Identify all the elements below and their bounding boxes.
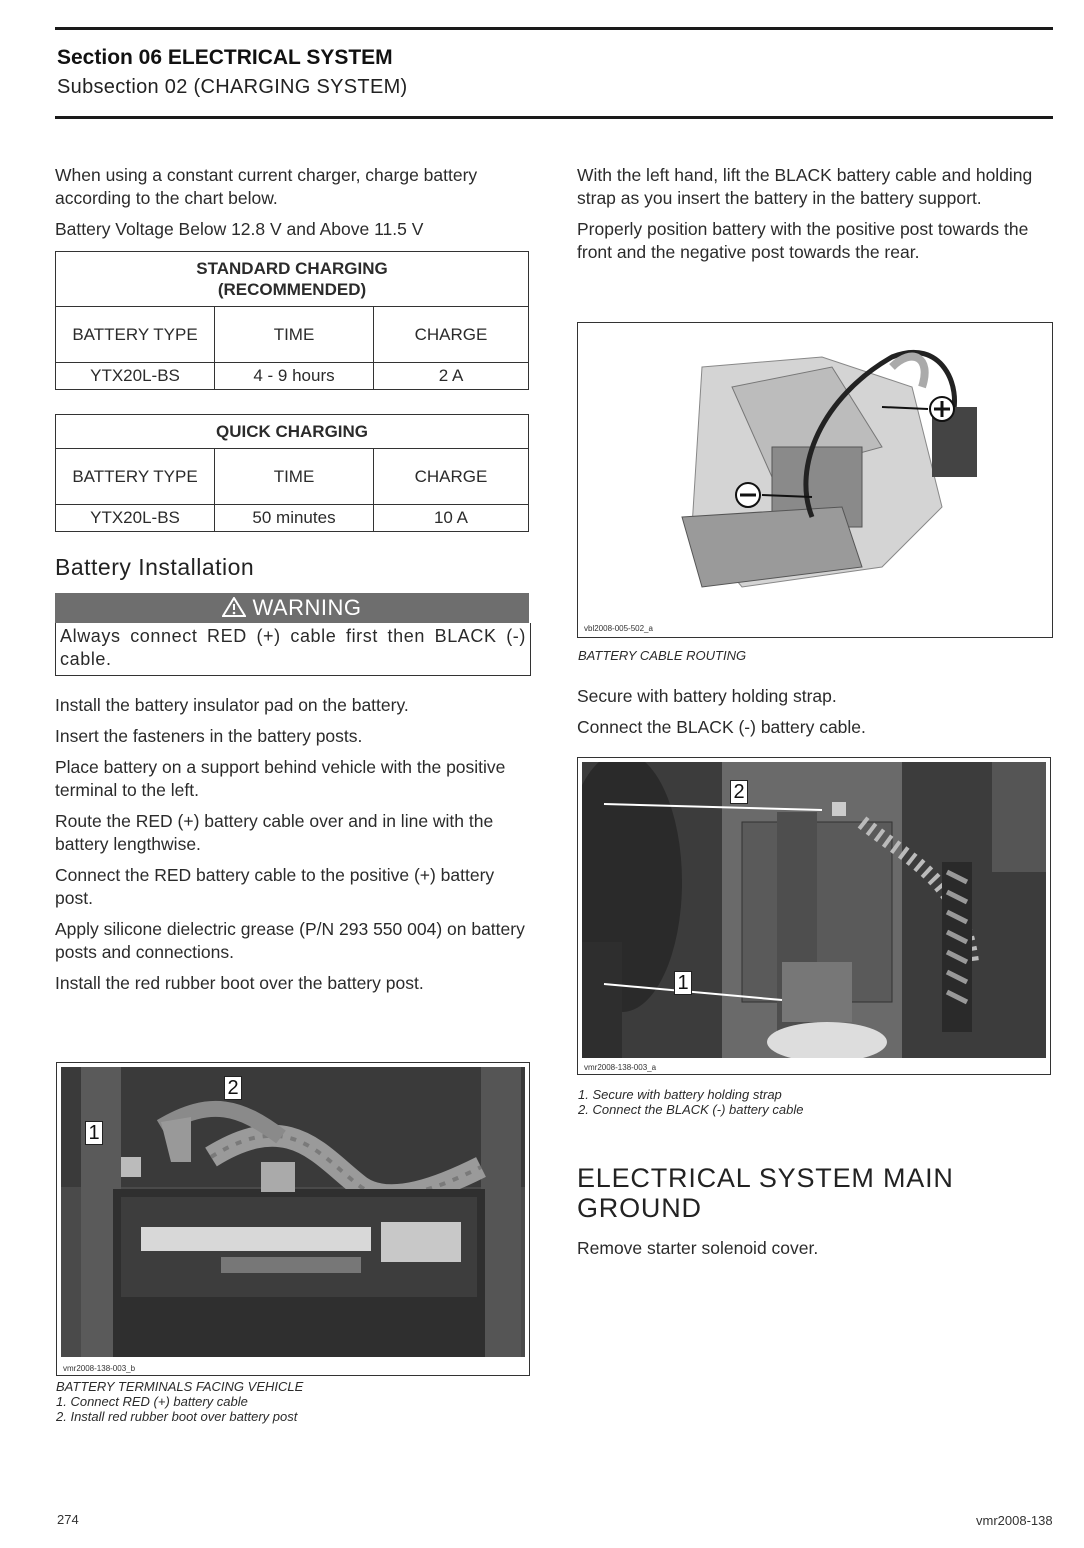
holding-strap-photo xyxy=(577,757,1051,1075)
position-battery-paragraph: Properly position battery with the positive post towards the front and the negative post towards the rear. xyxy=(577,219,1029,262)
step-paragraph: Place battery on a support behind vehicle with the positive terminal to the left. xyxy=(55,757,506,800)
step-paragraph: Insert the fasteners in the battery posts. xyxy=(55,726,363,746)
warning-text: Always connect RED (+) cable first then BLACK (-) cable. xyxy=(55,623,531,676)
callout-1: 1 xyxy=(85,1121,103,1145)
photo-code: vmr2008-138-003_b xyxy=(63,1364,136,1373)
callout-2: 2 xyxy=(224,1076,242,1100)
main-ground-heading: ELECTRICAL SYSTEM MAIN GROUND xyxy=(577,1163,954,1223)
installation-steps xyxy=(55,694,531,995)
quick-table-title: QUICK CHARGING xyxy=(56,415,529,449)
warning-box xyxy=(55,593,531,676)
caption-item: 2. Connect the BLACK (-) battery cable xyxy=(578,1102,804,1117)
cell-type: YTX20L-BS xyxy=(56,505,215,532)
cable-routing-image xyxy=(582,327,1048,617)
header-top-rule xyxy=(55,27,1053,30)
quick-charging-table xyxy=(55,414,529,532)
caption-title: BATTERY TERMINALS FACING VEHICLE xyxy=(56,1379,304,1394)
standard-charging-table xyxy=(55,251,529,390)
caption-item: 2. Install red rubber boot over battery post xyxy=(56,1409,298,1424)
left-column xyxy=(55,164,531,1003)
cable-routing-caption: BATTERY CABLE ROUTING xyxy=(578,648,747,663)
step-paragraph: Install the battery insulator pad on the battery. xyxy=(55,695,409,715)
subsection-title: Subsection 02 (CHARGING SYSTEM) xyxy=(57,76,408,98)
step-paragraph: Route the RED (+) battery cable over and in line with the battery lengthwise. xyxy=(55,811,494,854)
connect-black-paragraph: Connect the BLACK (-) battery cable. xyxy=(577,717,866,737)
warning-bar xyxy=(55,593,529,623)
holding-strap-caption xyxy=(578,1087,1054,1117)
cell-time: 50 minutes xyxy=(215,505,374,532)
lift-cable-paragraph: With the left hand, lift the BLACK battery cable and holding strap as you insert the battery in the battery support. xyxy=(577,165,1033,208)
battery-terminals-photo xyxy=(56,1062,530,1376)
right-column xyxy=(577,164,1053,272)
cell-type: YTX20L-BS xyxy=(56,363,215,390)
section-title: Section 06 ELECTRICAL SYSTEM xyxy=(57,46,393,69)
callout-2: 2 xyxy=(730,780,748,804)
cell-charge: 10 A xyxy=(374,505,529,532)
secure-strap-paragraph: Secure with battery holding strap. xyxy=(577,686,837,706)
remove-cover-paragraph: Remove starter solenoid cover. xyxy=(577,1238,819,1258)
standard-table-title: STANDARD CHARGING (RECOMMENDED) xyxy=(56,252,529,307)
cell-charge: 2 A xyxy=(374,363,529,390)
step-paragraph: Apply silicone dielectric grease (P/N 293 550 004) on battery posts and connections. xyxy=(55,919,525,962)
col-charge: CHARGE xyxy=(374,307,529,363)
intro-paragraph: When using a constant current charger, charge battery according to the chart below. xyxy=(55,165,478,208)
caption-item: 1. Secure with battery holding strap xyxy=(578,1087,782,1102)
cell-time: 4 - 9 hours xyxy=(215,363,374,390)
holding-strap-image xyxy=(582,762,1046,1058)
warning-triangle-icon xyxy=(222,597,246,617)
step-paragraph: Install the red rubber boot over the battery post. xyxy=(55,973,424,993)
page-number: 274 xyxy=(57,1512,79,1527)
photo-code: vbl2008-005-502_a xyxy=(584,624,653,633)
cable-routing-photo xyxy=(577,322,1053,638)
col-time: TIME xyxy=(215,307,374,363)
voltage-line: Battery Voltage Below 12.8 V and Above 11.5 V xyxy=(55,219,424,239)
col-battery-type: BATTERY TYPE xyxy=(56,449,215,505)
col-time: TIME xyxy=(215,449,374,505)
caption-item: 1. Connect RED (+) battery cable xyxy=(56,1394,248,1409)
battery-terminals-image xyxy=(61,1067,525,1357)
step-paragraph: Connect the RED battery cable to the positive (+) battery post. xyxy=(55,865,495,908)
col-battery-type: BATTERY TYPE xyxy=(56,307,215,363)
left-photo-caption xyxy=(56,1379,532,1424)
right-column-mid xyxy=(577,685,1053,747)
header-bottom-rule xyxy=(55,116,1053,119)
warning-label: WARNING xyxy=(252,595,362,620)
col-charge: CHARGE xyxy=(374,449,529,505)
battery-installation-heading: Battery Installation xyxy=(55,554,255,580)
photo-code: vmr2008-138-003_a xyxy=(584,1063,657,1072)
document-code: vmr2008-138 xyxy=(976,1513,1053,1528)
callout-1: 1 xyxy=(674,971,692,995)
